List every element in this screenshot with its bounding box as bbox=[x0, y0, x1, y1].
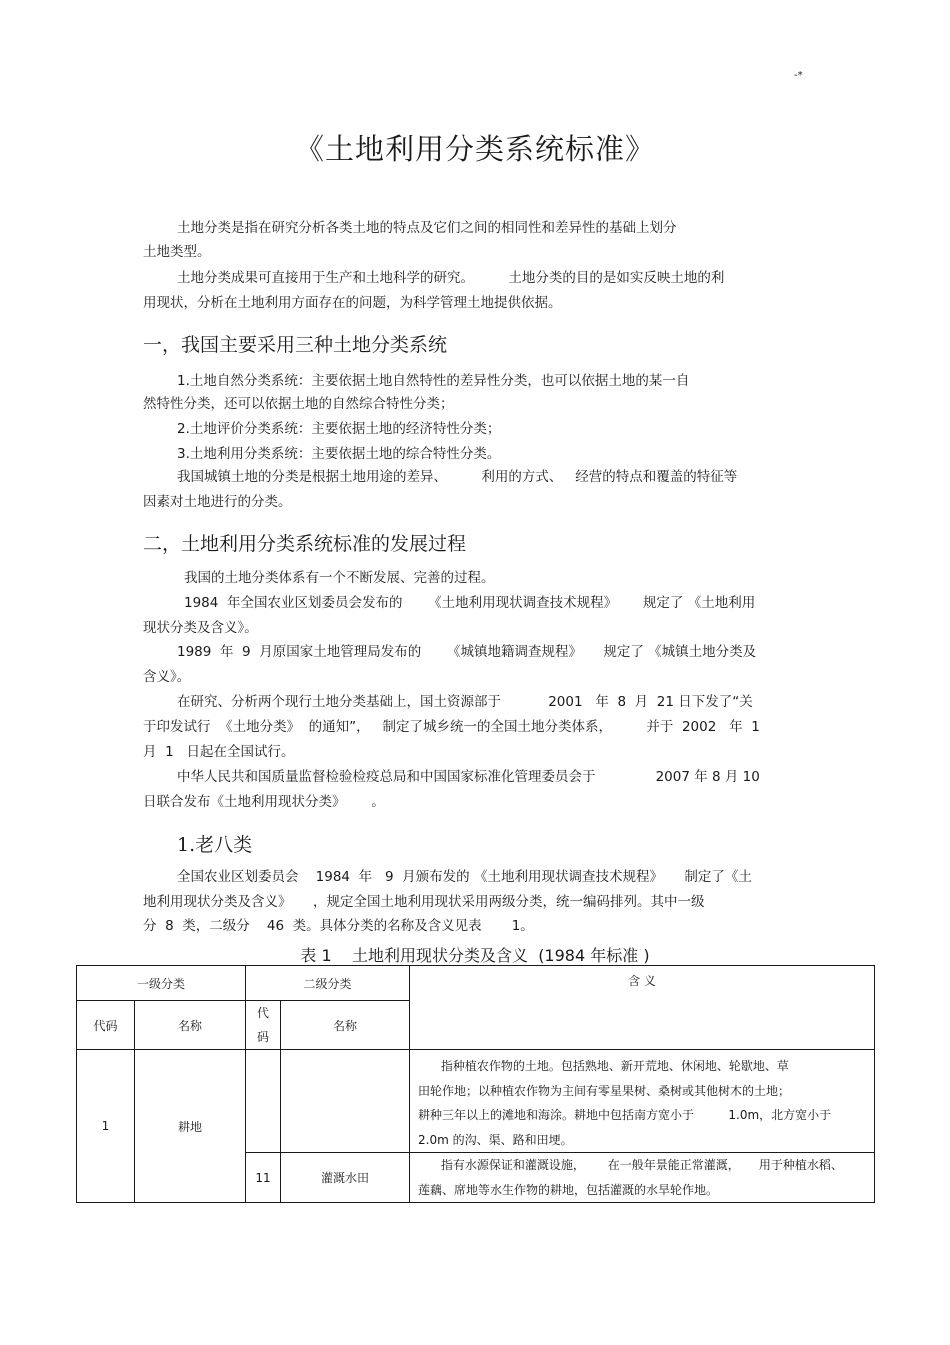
header-code: 代码 bbox=[77, 1001, 135, 1050]
row-1-meaning-line-1: 指种植农作物的土地。包括熟地、新开荒地、休闲地、轮歇地、草 bbox=[418, 1059, 789, 1073]
section-1-paragraph-line-1: 我国城镇土地的分类是根据土地用途的差异、 利用的方式、 经营的特点和覆盖的特征等 bbox=[177, 469, 738, 485]
intro-paragraph-1-line-2: 土地类型。 bbox=[143, 244, 211, 260]
section-2-line-8: 月 1 日起在全国试行。 bbox=[143, 744, 295, 760]
section-3-line-1: 全国农业区划委员会 1984 年 9 月颁布发的 《土地利用现状调查技术规程》 制定了《土 bbox=[177, 869, 752, 885]
section-2-line-10: 日联合发布《土地利用现状分类》 。 bbox=[143, 794, 385, 810]
land-use-classification-table bbox=[76, 965, 875, 1203]
row-1-meaning-line-4: 2.0m 的沟、渠、路和田埂。 bbox=[418, 1132, 573, 1147]
table-row bbox=[77, 1050, 875, 1153]
section-1-item-1-line-1: 1.土地自然分类系统：主要依据土地自然特性的差异性分类，也可以依据土地的某一自 bbox=[177, 373, 690, 389]
table-caption: 表 1 土地利用现状分类及含义 (1984 年标准 ) bbox=[300, 946, 650, 965]
header-name: 名称 bbox=[135, 1001, 246, 1050]
row-1-code-2-empty bbox=[246, 1050, 281, 1153]
row-1-name: 耕地 bbox=[135, 1050, 246, 1203]
header-meaning: 含 义 bbox=[410, 966, 875, 1050]
section-3-line-2: 地利用现状分类及含义》 ，规定全国土地利用现状采用两级分类，统一编码排列。其中一级 bbox=[143, 894, 705, 910]
section-1-item-1-line-2: 然特性分类，还可以依据土地的自然综合特性分类； bbox=[143, 396, 454, 412]
table-header-row-1 bbox=[77, 966, 875, 1001]
header-level-2: 二级分类 bbox=[246, 966, 410, 1001]
row-2-name-2: 灌溉水田 bbox=[281, 1153, 410, 1203]
section-2-line-4: 1989 年 9 月原国家土地管理局发布的 《城镇地籍调查规程》 规定了 《城镇土地分类及 bbox=[177, 644, 757, 660]
row-1-meaning-line-2: 田轮作地；以种植农作物为主间有零星果树、桑树或其他树木的土地； bbox=[418, 1083, 791, 1098]
header-code-2-char-2: 码 bbox=[257, 1030, 270, 1044]
header-name-2: 名称 bbox=[281, 1001, 410, 1050]
section-2-heading: 二，土地利用分类系统标准的发展过程 bbox=[143, 533, 467, 555]
section-2-line-7: 于印发试行 《土地分类》 的通知”， 制定了城乡统一的全国土地分类体系， 并于 2002 年 1 bbox=[143, 719, 760, 735]
section-1-item-3: 3.土地利用分类系统：主要依据土地的综合特性分类。 bbox=[177, 446, 501, 462]
section-3-heading: 1.老八类 bbox=[177, 834, 253, 856]
row-1-meaning-line-3: 耕种三年以上的滩地和海涂。耕地中包括南方宽小于 1.0m，北方宽小于 bbox=[418, 1108, 832, 1122]
section-2-line-2: 1984 年全国农业区划委员会发布的 《土地利用现状调查技术规程》 规定了 《土地利用 bbox=[184, 595, 756, 611]
row-2-meaning bbox=[410, 1153, 875, 1203]
intro-paragraph-2-line-2: 用现状，分析在土地利用方面存在的问题，为科学管理土地提供依据。 bbox=[143, 295, 562, 311]
section-2-line-3: 现状分类及含义》。 bbox=[143, 620, 258, 636]
section-2-line-1: 我国的土地分类体系有一个不断发展、完善的过程。 bbox=[184, 570, 495, 586]
section-2-line-5: 含义》。 bbox=[143, 669, 191, 685]
document-title: 《土地利用分类系统标准》 bbox=[294, 132, 655, 166]
section-1-item-2: 2.土地评价分类系统：主要依据土地的经济特性分类； bbox=[177, 421, 501, 437]
row-1-code: 1 bbox=[77, 1050, 135, 1203]
section-3-line-3: 分 8 类，二级分 46 类。具体分类的名称及含义见表 1。 bbox=[143, 918, 534, 934]
row-2-code-2: 11 bbox=[246, 1153, 281, 1203]
row-1-name-2-empty bbox=[281, 1050, 410, 1153]
header-level-1: 一级分类 bbox=[77, 966, 246, 1001]
intro-paragraph-2-line-1: 土地分类成果可直接用于生产和土地科学的研究。 土地分类的目的是如实反映土地的利 bbox=[177, 270, 725, 286]
header-code-2-char-1: 代 bbox=[257, 1006, 270, 1020]
intro-paragraph-1-line-1: 土地分类是指在研究分析各类土地的特点及它们之间的相同性和差异性的基础上划分 bbox=[177, 220, 677, 236]
header-code-2 bbox=[246, 1001, 281, 1050]
section-2-line-9: 中华人民共和国质量监督检验检疫总局和中国国家标准化管理委员会于 2007 年 8 月 10 bbox=[177, 769, 760, 785]
row-2-meaning-line-2: 莲藕、席地等水生作物的耕地，包括灌溉的水旱轮作地。 bbox=[418, 1182, 719, 1197]
section-1-heading: 一，我国主要采用三种土地分类系统 bbox=[143, 334, 448, 356]
section-2-line-6: 在研究、分析两个现行土地分类基础上，国土资源部于 2001 年 8 月 21 日下发了“关 bbox=[177, 694, 753, 710]
row-1-meaning bbox=[410, 1050, 875, 1153]
row-2-meaning-line-1: 指有水源保证和灌溉设施， 在一般年景能正常灌溉， 用于种植水稻、 bbox=[418, 1158, 843, 1172]
section-1-paragraph-line-2: 因素对土地进行的分类。 bbox=[143, 494, 292, 510]
page-corner-mark: -* bbox=[794, 70, 803, 81]
